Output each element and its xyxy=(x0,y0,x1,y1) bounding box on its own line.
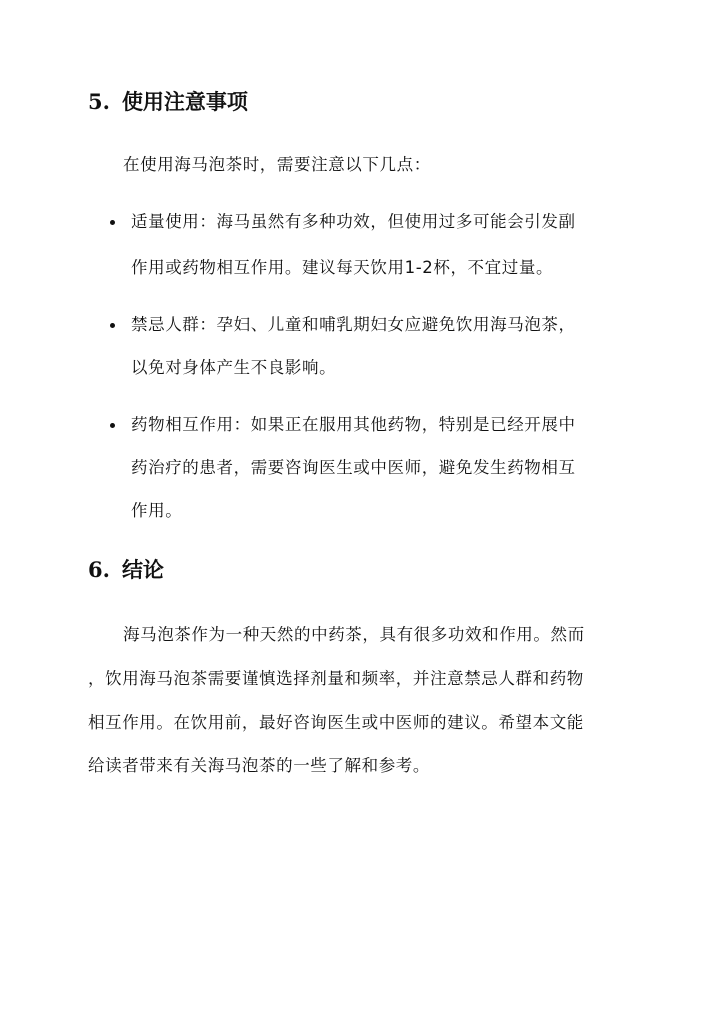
conclusion-line-3: 相互作用。在饮用前，最好咨询医生或中医师的建议。希望本文能 xyxy=(88,713,584,732)
section-6-heading xyxy=(88,555,164,585)
conclusion-line-1: 海马泡茶作为一种天然的中药茶，具有很多功效和作用。然而 xyxy=(123,625,585,644)
bullet-2-line-1: 禁忌人群：孕妇、儿童和哺乳期妇女应避免饮用海马泡茶， xyxy=(131,315,576,334)
section-6-number: 6. xyxy=(88,557,110,582)
bullet-dot-icon xyxy=(110,423,115,428)
section-5-number: 5. xyxy=(88,89,110,114)
bullet-3-line-3: 作用。 xyxy=(131,501,183,520)
bullet-3-line-1: 药物相互作用：如果正在服用其他药物，特别是已经开展中 xyxy=(131,415,576,434)
bullet-dot-icon xyxy=(110,323,115,328)
bullet-2-line-2: 以免对身体产生不良影响。 xyxy=(131,358,337,377)
section-5-heading xyxy=(88,87,248,117)
bullet-dot-icon xyxy=(110,220,115,225)
conclusion-line-4: 给读者带来有关海马泡茶的一些了解和参考。 xyxy=(88,756,430,775)
bullet-1-line-2: 作用或药物相互作用。建议每天饮用1-2杯，不宜过量。 xyxy=(131,258,554,277)
bullet-3-line-2: 药治疗的患者，需要咨询医生或中医师，避免发生药物相互 xyxy=(131,458,576,477)
bullet-1-line-1: 适量使用：海马虽然有多种功效，但使用过多可能会引发副 xyxy=(131,212,576,231)
conclusion-line-2: ，饮用海马泡茶需要谨慎选择剂量和频率，并注意禁忌人群和药物 xyxy=(88,669,584,688)
section-5-title: 使用注意事项 xyxy=(121,89,248,114)
section-6-title: 结论 xyxy=(121,557,164,582)
section-5-intro: 在使用海马泡茶时，需要注意以下几点： xyxy=(123,155,431,174)
